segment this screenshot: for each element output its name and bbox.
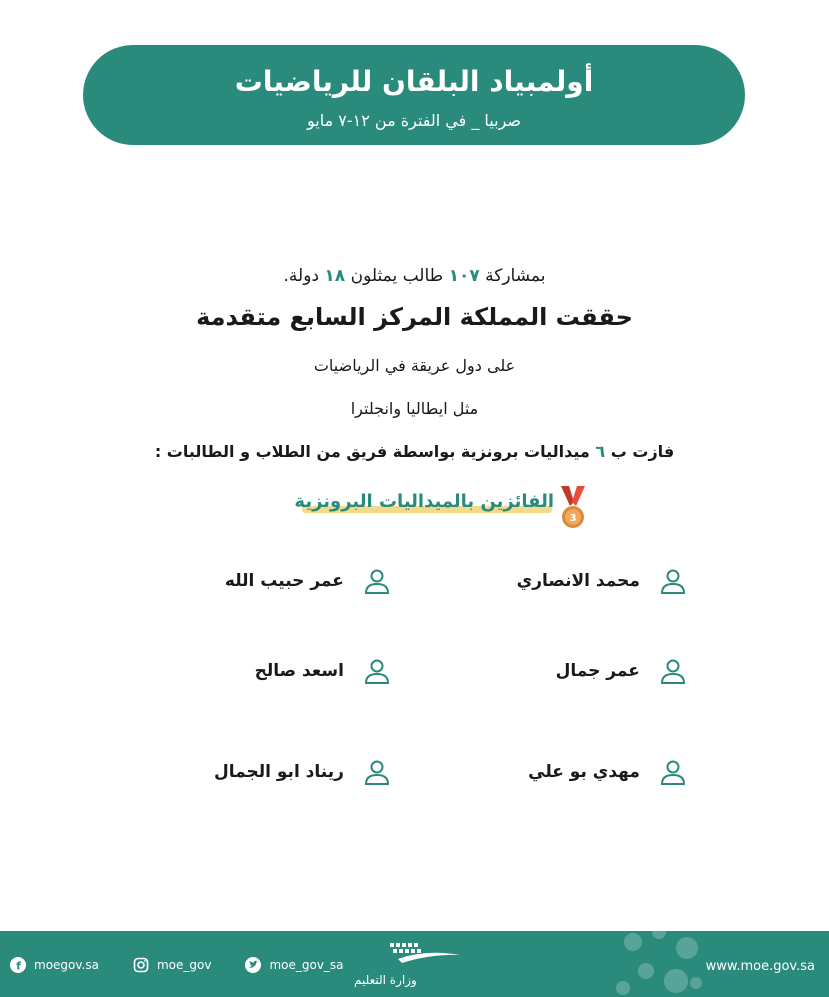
facebook-link[interactable]: f moegov.sa (10, 957, 99, 973)
medal-number: 3 (569, 513, 577, 524)
winner-name: ريناد ابو الجمال (213, 762, 344, 782)
winner-item (225, 567, 391, 597)
instagram-icon (133, 957, 149, 973)
countries-count: ١٨ (324, 266, 346, 286)
bronze-heading-text: الفائزين بالميداليات البرونزية (294, 491, 554, 512)
bronze-heading (262, 486, 592, 530)
line-traditional-countries: على دول عريقة في الرياضيات (313, 356, 516, 375)
ministry-logo-icon (390, 939, 462, 969)
person-icon (363, 567, 391, 595)
medals-count: ٦ (595, 442, 606, 461)
header-title: أولمبياد البلقان للرياضيات (234, 65, 594, 98)
website-link[interactable]: www.moe.gov.sa (705, 959, 815, 974)
winner-name: عمر جمال (555, 661, 640, 681)
person-icon (659, 567, 687, 595)
students-count: ١٠٧ (448, 266, 480, 286)
winner-item (517, 567, 687, 597)
header-subtitle: صربيا _ في الفترة من ١٢-٧ مايو (307, 111, 521, 130)
winner-name: عمر حبيب الله (224, 571, 344, 591)
headline: حققت المملكة المركز السابع متقدمة (196, 303, 633, 331)
winner-name: محمد الانصاري (516, 571, 640, 591)
facebook-icon (10, 957, 26, 973)
ministry-logo (354, 939, 464, 997)
person-icon (363, 758, 391, 786)
line-italy-england: مثل ايطاليا وانجلترا (350, 399, 479, 418)
medals-line: فازت ب ٦ ميداليات برونزية بواسطة فريق من الطلاب و الطالبات : (154, 442, 675, 461)
participation-line: بمشاركة ١٠٧ طالب يمثلون ١٨ دولة. (283, 266, 546, 286)
person-icon (659, 758, 687, 786)
winner-item (255, 657, 391, 687)
twitter-link[interactable]: moe_gov_sa (245, 957, 343, 973)
person-icon (659, 657, 687, 685)
ministry-logo-text: وزارة التعليم (354, 973, 417, 987)
person-icon (363, 657, 391, 685)
winner-name: اسعد صالح (254, 661, 344, 681)
footer (0, 931, 829, 997)
winner-name: مهدي بو علي (528, 762, 640, 782)
instagram-link[interactable]: moe_gov (133, 957, 211, 973)
twitter-icon (245, 957, 261, 973)
svg-text:f: f (16, 959, 21, 973)
bronze-medal-icon (558, 486, 588, 530)
winner-item (556, 657, 687, 687)
winner-item (528, 758, 687, 788)
winner-item (214, 758, 391, 788)
social-links (10, 957, 378, 973)
header-banner (83, 45, 745, 145)
